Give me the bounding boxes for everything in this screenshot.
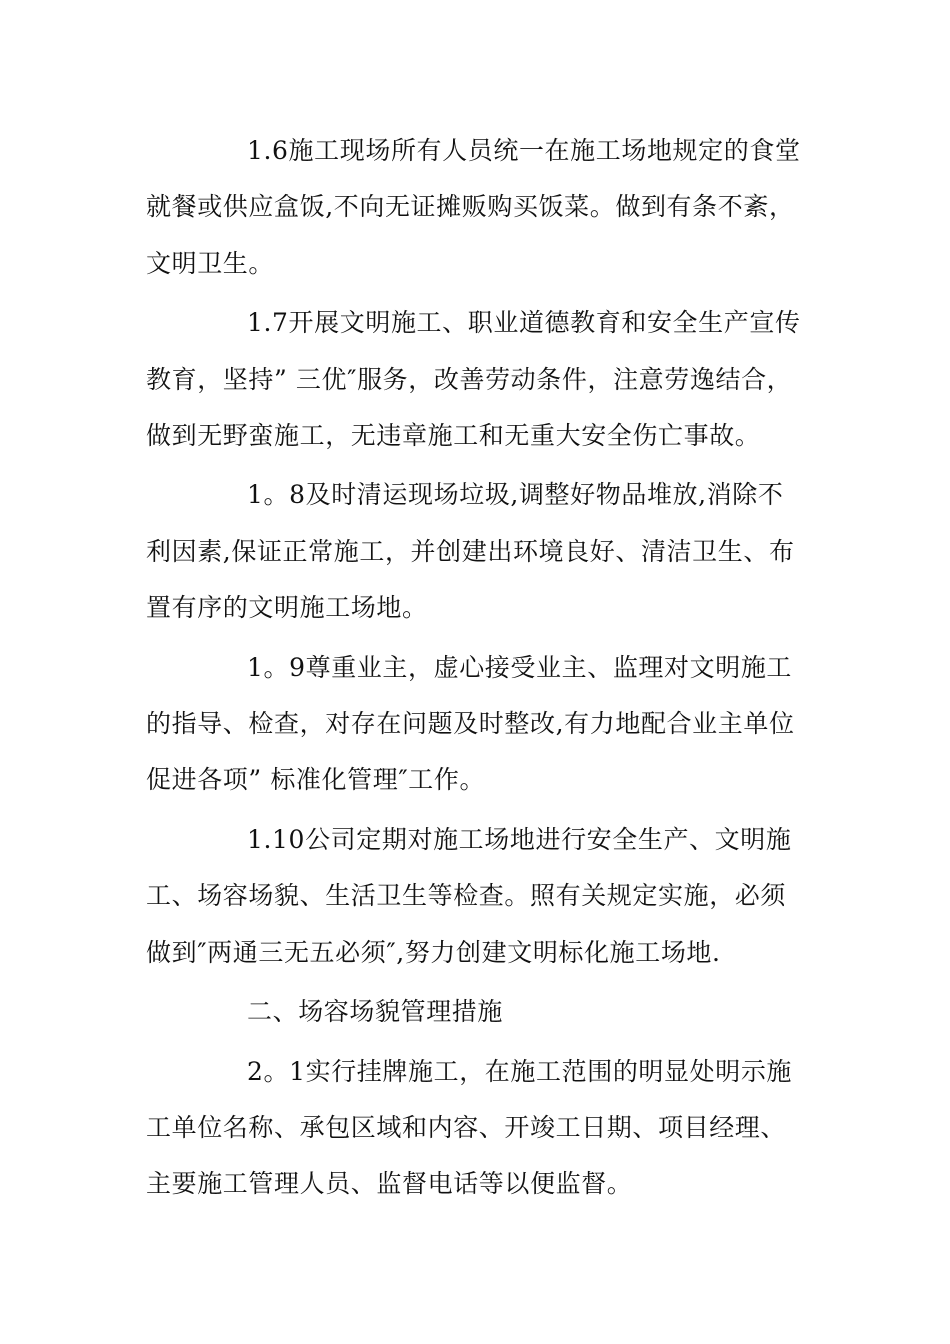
text-line: 1.7开展文明施工、职业道德教育和安全生产宣传 (247, 308, 801, 338)
text-line: 做到无野蛮施工，无违章施工和无重大安全伤亡事故。 (146, 421, 761, 451)
text-line: 工、场容场貌、生活卫生等检查。照有关规定实施，必须 (146, 881, 787, 911)
text-line: 教育，坚持” 三优″服务，改善劳动条件，注意劳逸结合， (146, 364, 793, 394)
paragraph-1-6 (146, 123, 806, 292)
paragraph-1-9 (146, 640, 806, 809)
paragraph-1-7 (146, 295, 806, 464)
text-line: 2。1实行挂牌施工，在施工范围的明显处明示施 (247, 1056, 793, 1086)
section-heading-2 (146, 984, 806, 1040)
paragraph-2-1 (146, 1044, 806, 1213)
text-line: 置有序的文明施工场地。 (146, 593, 428, 623)
text-line: 促进各项” 标准化管理″工作。 (146, 765, 486, 795)
text-line: 利因素,保证正常施工，并创建出环境良好、清洁卫生、布 (146, 536, 795, 566)
text-line: 1。8及时清运现场垃圾,调整好物品堆放,消除不 (247, 480, 784, 510)
text-line: 就餐或供应盒饭,不向无证摊贩购买饭菜。做到有条不紊， (146, 192, 795, 222)
text-line: 1.6施工现场所有人员统一在施工场地规定的食堂 (247, 136, 801, 165)
text-line: 1。9尊重业主，虚心接受业主、监理对文明施工 (247, 652, 793, 682)
heading-text: 二、场容场貌管理措施 (247, 997, 504, 1027)
text-line: 1.10公司定期对施工场地进行安全生产、文明施 (247, 824, 792, 854)
text-line: 做到″两通三无五必须″,努力创建文明标化施工场地. (146, 937, 721, 967)
text-line: 的指导、检查，对存在问题及时整改,有力地配合业主单位 (146, 709, 795, 739)
text-line: 工单位名称、承包区域和内容、开竣工日期、项目经理、 (146, 1112, 787, 1142)
paragraph-1-10 (146, 812, 806, 981)
paragraph-1-8 (146, 467, 806, 636)
document-body (146, 123, 806, 1216)
text-line: 文明卫生。 (146, 248, 275, 278)
text-line: 主要施工管理人员、监督电话等以便监督。 (146, 1169, 633, 1199)
